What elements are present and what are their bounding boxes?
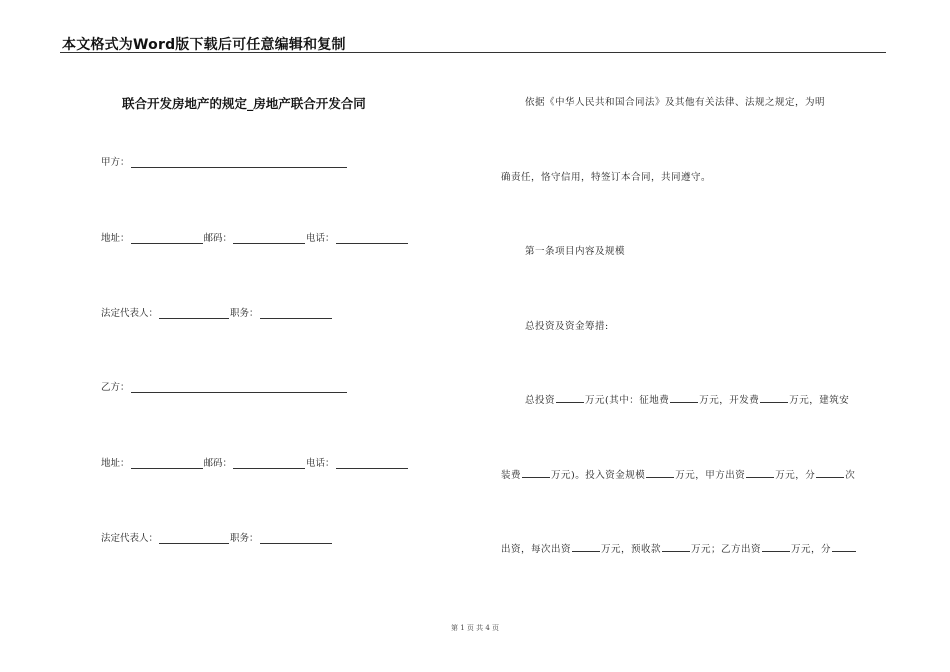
- text-segment: 万元，分: [775, 470, 816, 481]
- legal-rep-blank[interactable]: [159, 533, 229, 544]
- legal-rep-label: 法定代表人：: [101, 533, 159, 544]
- position-blank[interactable]: [260, 533, 332, 544]
- legal-rep-label: 法定代表人：: [101, 308, 159, 319]
- position-label: 职务：: [230, 533, 259, 544]
- preamble-line-1: 依据《中华人民共和国合同法》及其他有关法律、法规之规定，为明: [525, 97, 826, 108]
- phone-blank[interactable]: [336, 458, 408, 469]
- text-segment: 万元)。投入资金规模: [551, 470, 646, 481]
- text-segment: 次: [845, 470, 856, 481]
- investment-line-3: [501, 541, 857, 555]
- amount-blank[interactable]: [662, 542, 690, 552]
- party-b-row: [101, 379, 348, 393]
- text-segment: 万元，建筑安: [789, 395, 850, 406]
- postcode-blank[interactable]: [233, 233, 305, 244]
- page-footer: 第 1 页 共 4 页: [450, 624, 500, 632]
- phone-label: 电话：: [306, 458, 335, 469]
- investment-line-2: [501, 467, 855, 481]
- postcode-label: 邮码：: [203, 458, 233, 469]
- party-b-label: 乙方：: [101, 382, 130, 393]
- party-b-contact-row: [101, 455, 409, 469]
- count-blank[interactable]: [816, 468, 844, 478]
- amount-blank[interactable]: [572, 542, 600, 552]
- amount-blank[interactable]: [762, 542, 790, 552]
- address-blank[interactable]: [131, 458, 203, 469]
- text-segment: 万元，开发费: [699, 395, 760, 406]
- phone-label: 电话：: [306, 233, 335, 244]
- amount-blank[interactable]: [556, 393, 584, 403]
- investment-heading: 总投资及资金筹措:: [525, 321, 609, 332]
- address-label: 地址：: [101, 233, 130, 244]
- text-segment: 万元(其中：征地费: [585, 395, 670, 406]
- document-header: 本文格式为Word版下载后可任意编辑和复制: [62, 37, 346, 53]
- text-segment: 出资，每次出资: [501, 544, 572, 555]
- party-a-blank[interactable]: [131, 157, 347, 168]
- amount-blank[interactable]: [522, 468, 550, 478]
- postcode-blank[interactable]: [233, 458, 305, 469]
- postcode-label: 邮码：: [203, 233, 233, 244]
- amount-blank[interactable]: [746, 468, 774, 478]
- party-a-label: 甲方：: [101, 157, 130, 168]
- address-blank[interactable]: [131, 233, 203, 244]
- header-divider: [60, 52, 886, 53]
- position-label: 职务：: [230, 308, 259, 319]
- party-a-rep-row: [101, 305, 333, 319]
- text-segment: 万元，甲方出资: [675, 470, 746, 481]
- text-segment: 万元，分: [791, 544, 832, 555]
- document-title: 联合开发房地产的规定_房地产联合开发合同: [122, 96, 366, 111]
- text-segment: 万元；乙方出资: [691, 544, 762, 555]
- text-segment: 装费: [501, 470, 522, 481]
- count-blank[interactable]: [832, 542, 856, 552]
- phone-blank[interactable]: [336, 233, 408, 244]
- party-a-contact-row: [101, 230, 409, 244]
- amount-blank[interactable]: [760, 393, 788, 403]
- text-segment: 万元，预收款: [601, 544, 662, 555]
- position-blank[interactable]: [260, 308, 332, 319]
- investment-line-1: [525, 392, 849, 406]
- party-a-row: [101, 154, 348, 168]
- amount-blank[interactable]: [646, 468, 674, 478]
- party-b-blank[interactable]: [131, 382, 347, 393]
- party-b-rep-row: [101, 530, 333, 544]
- text-segment: 总投资: [525, 395, 556, 406]
- amount-blank[interactable]: [670, 393, 698, 403]
- article-1-heading: 第一条项目内容及规模: [525, 246, 626, 257]
- legal-rep-blank[interactable]: [159, 308, 229, 319]
- preamble-line-2: 确责任，恪守信用，特签订本合同，共同遵守。: [501, 172, 712, 183]
- address-label: 地址：: [101, 458, 130, 469]
